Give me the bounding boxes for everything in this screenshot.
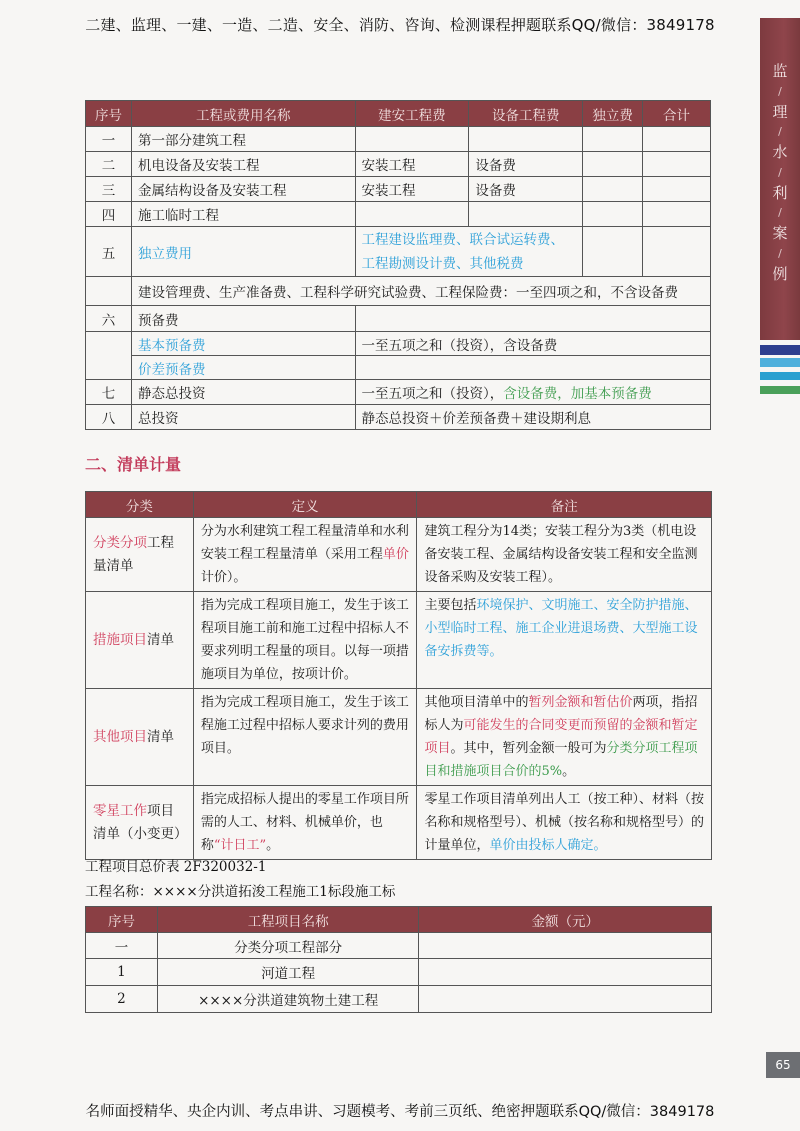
investment-cost-table — [85, 100, 711, 430]
row-name: 施工临时工程 — [131, 202, 355, 227]
row-shebei: 设备费 — [469, 152, 583, 177]
row-value: 静态总投资＋价差预备费＋建设期利息 — [355, 405, 710, 430]
stripe-blue — [760, 372, 800, 380]
table-row — [86, 592, 712, 689]
row-name: 河道工程 — [157, 959, 419, 986]
col-header-total: 合计 — [643, 101, 711, 127]
category-cell — [86, 592, 194, 689]
row-no: 五 — [86, 227, 132, 277]
category-text: 项目清单（小变更） — [93, 802, 188, 842]
side-tab-divider: / — [778, 206, 782, 219]
row-value — [355, 380, 710, 405]
row-value: 一至五项之和（投资），含设备费 — [355, 332, 710, 356]
row-jianan: 安装工程 — [355, 177, 469, 202]
table-row — [86, 202, 711, 227]
row-duli — [583, 227, 643, 277]
col-header-jianan: 建安工程费 — [355, 101, 469, 127]
row-no: 二 — [86, 152, 132, 177]
row-shebei — [469, 202, 583, 227]
table-row — [86, 380, 711, 405]
remarks-text: 。其中，暂列金额一般可为 — [450, 741, 607, 756]
definition-text: 。 — [266, 838, 280, 853]
col-header-no: 序号 — [86, 101, 132, 127]
stripe-green — [760, 386, 800, 394]
stripe-navy — [760, 345, 800, 355]
row-shebei — [469, 127, 583, 152]
definition-cell: 指为完成工程项目施工，发生于该工程施工过程中招标人要求计列的费用项目。 — [193, 689, 417, 786]
category-text: 清单 — [147, 728, 174, 745]
table-row — [86, 933, 712, 959]
category-highlight: 零星工作 — [93, 802, 147, 819]
row-no: 七 — [86, 380, 132, 405]
row-shebei: 设备费 — [469, 177, 583, 202]
stripe-lightblue — [760, 358, 800, 367]
row-amount — [419, 986, 712, 1013]
side-tab-divider: / — [778, 84, 782, 98]
fee-line: 工程建设监理费、联合试运转费、 — [361, 231, 565, 248]
row-no: 八 — [86, 405, 132, 430]
side-chapter-tab — [760, 18, 800, 340]
remarks-text: 零星工作项目清单列出人工（按工种）、材料（按名称和规格型号）、机械（按名称和规格型号）的计量单位， — [424, 792, 704, 853]
remarks-highlight: 环境保护、文明施工、安全防护措施、小型临时工程、施工企业进退场费、大型施工设备安拆费等。 — [424, 598, 698, 659]
side-tab-divider: / — [778, 165, 782, 179]
table-row — [86, 518, 712, 592]
section-title: 二、清单计量 — [85, 455, 182, 474]
definition-cell — [193, 786, 417, 860]
col-header-duli: 独立费 — [583, 101, 643, 127]
row-no: 四 — [86, 202, 132, 227]
side-tab-divider: / — [778, 125, 782, 138]
row-total — [643, 127, 711, 152]
row-duli — [583, 127, 643, 152]
row-name: 金属结构设备及安装工程 — [131, 177, 355, 202]
row-no — [86, 332, 132, 380]
category-text: 工程量清单 — [93, 534, 174, 574]
table-header-row — [86, 492, 712, 518]
row-amount — [419, 933, 712, 959]
remarks-highlight: 暂列金额和暂估价 — [528, 695, 633, 710]
row-jianan — [355, 202, 469, 227]
row-name: 第一部分建筑工程 — [131, 127, 355, 152]
row-name: 机电设备及安装工程 — [131, 152, 355, 177]
col-header-amount: 金额（元） — [419, 907, 712, 933]
row-name: 基本预备费 — [131, 332, 355, 356]
table-row — [86, 177, 711, 202]
category-highlight: 其他项目 — [93, 728, 147, 745]
category-highlight: 措施项目 — [93, 631, 147, 648]
remarks-text: 。 — [562, 764, 576, 779]
row-name: 独立费用 — [131, 227, 355, 277]
row-total — [643, 177, 711, 202]
definition-highlight: “计日工” — [213, 838, 267, 853]
row-value — [355, 356, 710, 380]
table-row — [86, 405, 711, 430]
table-row — [86, 152, 711, 177]
row-no: 2 — [86, 986, 158, 1013]
category-text: 清单 — [147, 631, 174, 648]
row-note: 建设管理费、生产准备费、工程科学研究试验费、工程保险费：一至四项之和，不含设备费 — [131, 277, 710, 306]
row-value — [355, 306, 710, 332]
definition-cell: 指为完成工程项目施工，发生于该工程项目施工前和施工过程中招标人不要求列明工程量的项目。以每一项措施项目为单位，按项计价。 — [193, 592, 417, 689]
side-tab-char: 水 — [772, 143, 788, 161]
side-tab-divider: / — [778, 246, 782, 260]
remarks-text: 其他项目清单中的 — [424, 695, 529, 710]
remarks-cell: 建筑工程分为14类；安装工程分为3类（机电设备安装工程、金属结构设备安装工程和安全监测设备采购及安装工程）。 — [417, 518, 712, 592]
side-tab-char: 案 — [772, 224, 788, 242]
row-total — [643, 152, 711, 177]
row-name: 静态总投资 — [131, 380, 355, 405]
row-total — [643, 202, 711, 227]
definition-text: 计价）。 — [200, 570, 247, 585]
side-tab-char: 利 — [772, 183, 788, 202]
row-jianan: 安装工程 — [355, 152, 469, 177]
table-row — [86, 689, 712, 786]
col-header-category: 分类 — [86, 492, 194, 518]
definition-cell — [193, 518, 417, 592]
definition-text: 指完成招标人提出的零星工作项目所需的人工、材料、机械单价，也称 — [200, 792, 409, 853]
row-duli — [583, 202, 643, 227]
table-row — [86, 959, 712, 986]
remarks-text: 两项，指招标人为 — [424, 695, 698, 733]
row-no: 三 — [86, 177, 132, 202]
table-header-row — [86, 101, 711, 127]
col-header-name: 工程或费用名称 — [131, 101, 355, 127]
side-tab-char: 监 — [772, 62, 788, 80]
remarks-cell — [417, 592, 712, 689]
remarks-highlight-green: 分类分项工程项目和措施项目合价的5% — [424, 741, 698, 779]
table-row — [86, 986, 712, 1013]
row-duli — [583, 177, 643, 202]
bill-of-quantities-table — [85, 491, 712, 860]
top-promo-banner: 二建、监理、一建、一造、二造、安全、消防、咨询、检测课程押题联系QQ/微信：3849178 — [85, 16, 715, 34]
row-no: 一 — [86, 933, 158, 959]
row-name: 价差预备费 — [131, 356, 355, 380]
category-cell — [86, 689, 194, 786]
col-header-definition: 定义 — [193, 492, 417, 518]
table-row — [86, 332, 711, 356]
col-header-remarks: 备注 — [417, 492, 712, 518]
remarks-cell — [417, 689, 712, 786]
row-independent-fees — [355, 227, 583, 277]
row-no: 1 — [86, 959, 158, 986]
side-tab-char: 理 — [772, 102, 788, 121]
remarks-highlight: 单价由投标人确定。 — [489, 838, 607, 853]
category-cell — [86, 518, 194, 592]
category-highlight: 分类分项 — [93, 534, 147, 551]
project-total-price-table — [85, 906, 712, 1013]
row-no — [86, 277, 132, 306]
bottom-promo-banner: 名师面授精华、央企内训、考点串讲、习题模考、考前三页纸、绝密押题联系QQ/微信：3849178 — [85, 1104, 715, 1120]
row-name: ××××分洪道建筑物土建工程 — [157, 986, 419, 1013]
definition-text: 分为水利建筑工程工程量清单和水利安装工程工程量清单（采用工程 — [200, 524, 409, 562]
table-header-row — [86, 907, 712, 933]
row-name: 分类分项工程部分 — [157, 933, 419, 959]
table-row — [86, 306, 711, 332]
table-row — [86, 227, 711, 277]
table-row — [86, 127, 711, 152]
col-header-no: 序号 — [86, 907, 158, 933]
row-name: 总投资 — [131, 405, 355, 430]
table-row — [86, 786, 712, 860]
row-no: 一 — [86, 127, 132, 152]
col-header-shebei: 设备工程费 — [469, 101, 583, 127]
value-plain: 一至五项之和（投资）， — [361, 386, 504, 402]
remarks-text: 主要包括 — [424, 598, 477, 613]
table-row — [86, 356, 711, 380]
category-cell — [86, 786, 194, 860]
definition-highlight: 单价 — [382, 547, 409, 562]
row-jianan — [355, 127, 469, 152]
value-green: 含设备费，加基本预备费 — [503, 386, 652, 402]
col-header-item-name: 工程项目名称 — [157, 907, 419, 933]
row-duli — [583, 152, 643, 177]
summary-table-title: 工程项目总价表 2F320032-1 — [85, 859, 267, 875]
page-number: 65 — [766, 1052, 800, 1078]
side-tab-char: 例 — [772, 264, 788, 283]
remarks-cell — [417, 786, 712, 860]
row-total — [643, 227, 711, 277]
table-row — [86, 277, 711, 306]
row-amount — [419, 959, 712, 986]
fee-line: 工程勘测设计费、其他税费 — [361, 255, 524, 272]
project-name: 工程名称：××××分洪道拓浚工程施工1标段施工标 — [85, 884, 396, 900]
row-name: 预备费 — [131, 306, 355, 332]
row-no: 六 — [86, 306, 132, 332]
remarks-highlight: 可能发生的合同变更而预留的金额和暂定项目 — [424, 718, 698, 756]
